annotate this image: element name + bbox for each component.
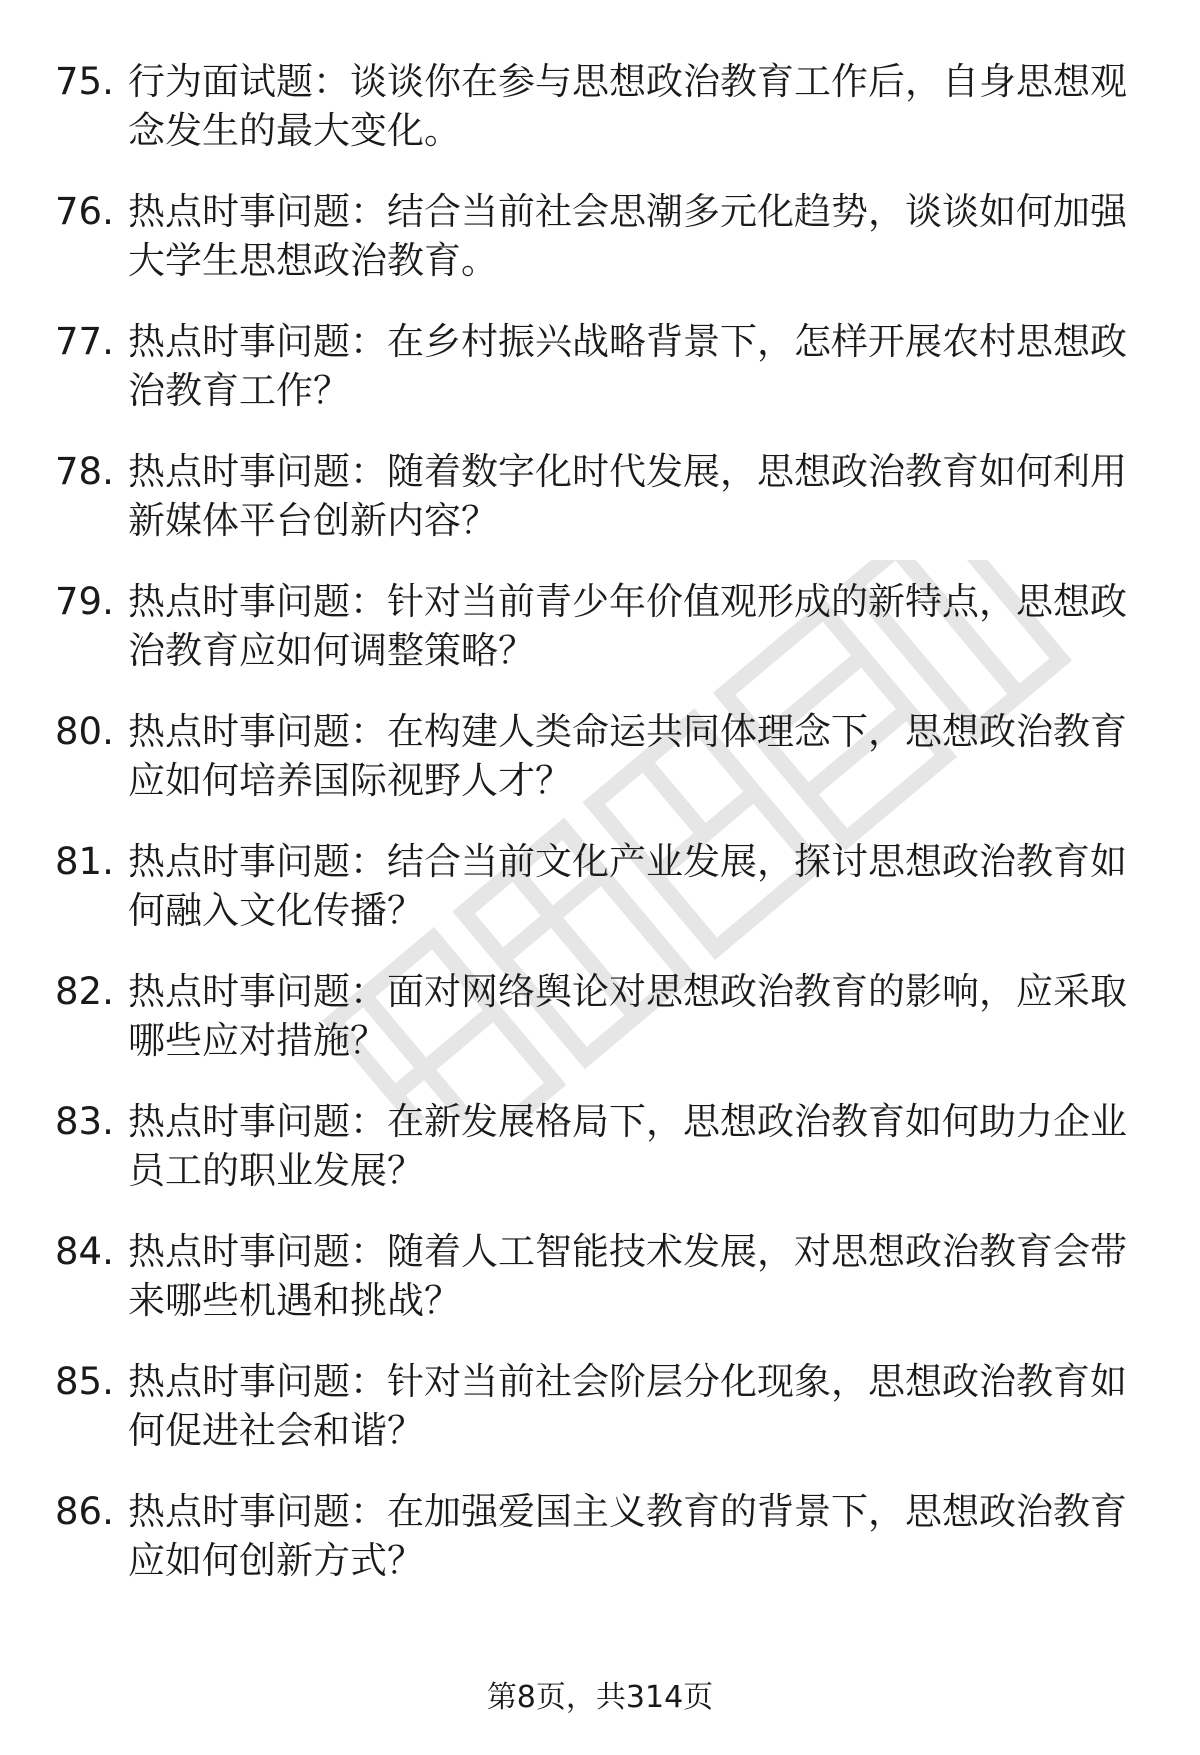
- list-item: [55, 707, 1145, 805]
- list-item: [55, 317, 1145, 415]
- question-number: 82.: [55, 970, 114, 1013]
- question-text: 热点时事问题：针对当前社会阶层分化现象，思想政治教育如何促进社会和谐？: [128, 1360, 1127, 1452]
- question-text: 热点时事问题：随着数字化时代发展，思想政治教育如何利用新媒体平台创新内容？: [128, 450, 1127, 542]
- list-item: [55, 1097, 1145, 1195]
- list-item: [55, 1487, 1145, 1585]
- list-item: [55, 967, 1145, 1065]
- page-footer: 第8页，共314页: [486, 1680, 714, 1715]
- question-text: 热点时事问题：在构建人类命运共同体理念下，思想政治教育应如何培养国际视野人才？: [128, 710, 1127, 802]
- question-number: 77.: [55, 320, 114, 363]
- question-number: 76.: [55, 190, 114, 233]
- question-text: 热点时事问题：在加强爱国主义教育的背景下，思想政治教育应如何创新方式？: [128, 1490, 1127, 1582]
- question-text: 热点时事问题：在新发展格局下，思想政治教育如何助力企业员工的职业发展？: [128, 1100, 1127, 1192]
- question-number: 83.: [55, 1100, 114, 1143]
- list-item: [55, 447, 1145, 545]
- question-number: 79.: [55, 580, 114, 623]
- list-item: [55, 187, 1145, 285]
- question-list: [55, 57, 1145, 1617]
- list-item: [55, 1227, 1145, 1325]
- question-number: 75.: [55, 60, 114, 103]
- question-number: 78.: [55, 450, 114, 493]
- list-item: [55, 1357, 1145, 1455]
- list-item: [55, 577, 1145, 675]
- list-item: [55, 837, 1145, 935]
- question-text: 热点时事问题：在乡村振兴战略背景下，怎样开展农村思想政治教育工作？: [128, 320, 1127, 412]
- question-number: 86.: [55, 1490, 114, 1533]
- question-text: 热点时事问题：结合当前文化产业发展，探讨思想政治教育如何融入文化传播？: [128, 840, 1127, 932]
- question-number: 84.: [55, 1230, 114, 1273]
- question-text: 热点时事问题：随着人工智能技术发展，对思想政治教育会带来哪些机遇和挑战？: [128, 1230, 1127, 1322]
- question-text: 热点时事问题：结合当前社会思潮多元化趋势，谈谈如何加强大学生思想政治教育。: [128, 190, 1127, 282]
- question-number: 81.: [55, 840, 114, 883]
- question-number: 85.: [55, 1360, 114, 1403]
- question-text: 行为面试题：谈谈你在参与思想政治教育工作后，自身思想观念发生的最大变化。: [128, 60, 1127, 152]
- question-text: 热点时事问题：针对当前青少年价值观形成的新特点，思想政治教育应如何调整策略？: [128, 580, 1127, 672]
- question-number: 80.: [55, 710, 114, 753]
- question-text: 热点时事问题：面对网络舆论对思想政治教育的影响，应采取哪些应对措施？: [128, 970, 1127, 1062]
- list-item: [55, 57, 1145, 155]
